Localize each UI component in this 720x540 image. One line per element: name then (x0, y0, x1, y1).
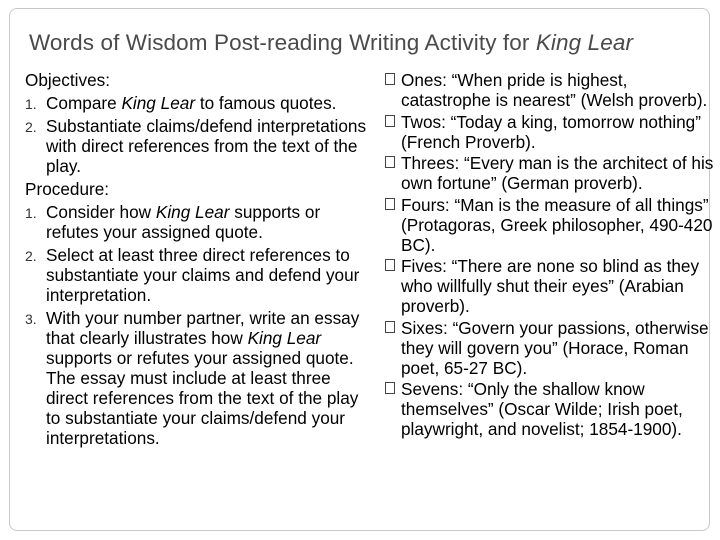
checkbox-bullet-icon (385, 198, 395, 210)
procedure-item (25, 308, 370, 448)
objectives-heading: Objectives: (25, 70, 111, 90)
objective-item (25, 116, 370, 176)
quote-text: Threes: “Every man is the architect of his own fortune” (German proverb). (401, 153, 714, 193)
quote-text: Sevens: “Only the shallow know themselves” (Oscar Wilde; Irish poet, playwright, and novelist; 1854-1900). (401, 379, 683, 439)
item-number: 3. (25, 311, 37, 327)
item-number: 2. (25, 248, 37, 264)
left-column (25, 70, 370, 451)
quote-item (385, 256, 715, 316)
item-text: Compare King Lear to famous quotes. (46, 93, 337, 113)
right-column (385, 70, 715, 441)
checkbox-bullet-icon (385, 156, 395, 168)
quote-text: Fours: “Man is the measure of all things” (Protagoras, Greek philosopher, 490-420 BC). (401, 194, 713, 255)
quote-item (385, 195, 715, 255)
quote-text: Twos: “Today a king, tomorrow nothing” (French Proverb). (401, 111, 701, 152)
checkbox-bullet-icon (385, 321, 395, 333)
quote-item (385, 318, 715, 378)
item-text: With your number partner, write an essay that clearly illustrates how King Lear supports or refutes your assigned quote. The essay must include at least three direct references from the text of the play to substantiate your claims/defend your interpretations. (46, 308, 360, 448)
checkbox-bullet-icon (385, 382, 395, 394)
item-text: Select at least three direct references to substantiate your claims and defend your interpretation. (46, 245, 360, 305)
quote-text: Fives: “There are none so blind as they who willfully shut their eyes” (Arabian proverb). (401, 256, 700, 316)
quote-item (385, 379, 715, 439)
quote-item (385, 153, 715, 193)
title-italic: King Lear (535, 30, 634, 55)
procedure-item (25, 245, 370, 305)
quote-item (385, 112, 715, 152)
title-text: Words of Wisdom Post-reading Writing Activity for (29, 30, 536, 55)
item-number: 1. (25, 96, 37, 112)
objective-item (25, 93, 370, 113)
checkbox-bullet-icon (385, 259, 395, 271)
quote-text: Ones: “When pride is highest, catastrophe is nearest” (Welsh proverb). (401, 70, 708, 110)
item-number: 2. (25, 119, 37, 135)
item-text: Consider how King Lear supports or refutes your assigned quote. (46, 202, 321, 242)
procedure-item (25, 202, 370, 242)
checkbox-bullet-icon (385, 115, 395, 127)
procedure-heading: Procedure: (25, 179, 110, 199)
slide-title (29, 30, 633, 56)
checkbox-bullet-icon (385, 73, 395, 85)
quote-item (385, 70, 715, 110)
item-text: Substantiate claims/defend interpretations with direct references from the text of the play. (46, 116, 367, 176)
item-number: 1. (25, 205, 37, 221)
quote-text: Sixes: “Govern your passions, otherwise they will govern you” (Horace, Roman poet, 65-27 BC). (401, 317, 709, 378)
